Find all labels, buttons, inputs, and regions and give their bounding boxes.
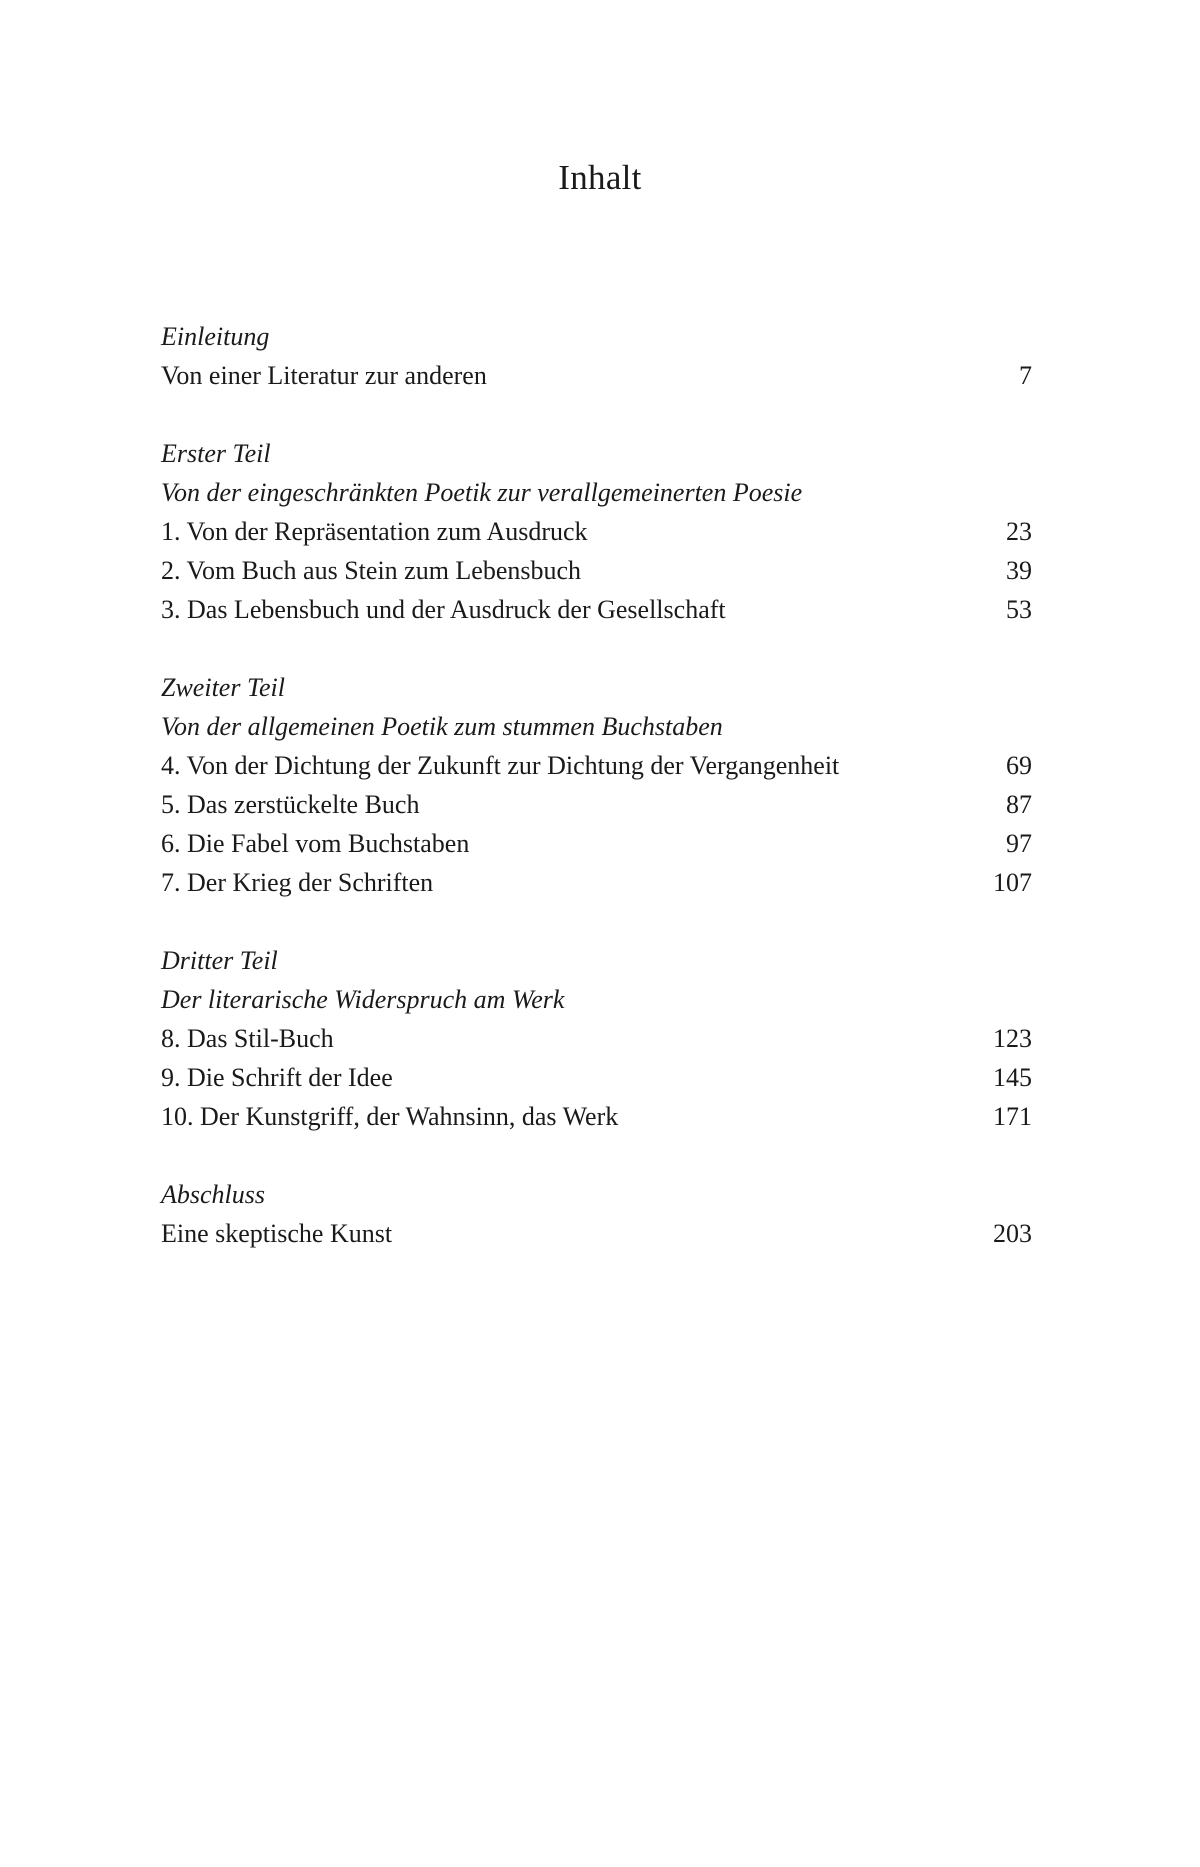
toc-entry-title: 1. Von der Repräsentation zum Ausdruck [161, 517, 588, 546]
toc-entry-title: 8. Das Stil-Buch [161, 1024, 334, 1053]
toc-entry[interactable] [161, 824, 1032, 863]
toc-entry-page: 39 [1006, 556, 1032, 585]
toc-entry-page: 7 [1019, 361, 1032, 390]
toc-section-einleitung [161, 317, 1032, 395]
toc-entry[interactable] [161, 512, 1032, 551]
section-subtitle: Von der eingeschränkten Poetik zur verallgemeinerten Poesie [161, 478, 803, 507]
toc-entry-title: 4. Von der Dichtung der Zukunft zur Dichtung der Vergangenheit [161, 751, 840, 780]
toc-entry-title: 2. Vom Buch aus Stein zum Lebensbuch [161, 556, 582, 585]
toc-section-abschluss [161, 1175, 1032, 1253]
toc-entry[interactable] [161, 1058, 1032, 1097]
toc-entry-page: 107 [993, 868, 1032, 897]
toc-entry-page: 123 [993, 1024, 1032, 1053]
toc-entry-page: 97 [1006, 829, 1032, 858]
toc-entry-title: 10. Der Kunstgriff, der Wahnsinn, das Werk [161, 1102, 619, 1131]
toc-entry-title: Von einer Literatur zur anderen [161, 361, 487, 390]
toc-entry[interactable] [161, 551, 1032, 590]
section-label: Erster Teil [161, 439, 271, 468]
toc-entry[interactable] [161, 1097, 1032, 1136]
toc-entry[interactable] [161, 356, 1032, 395]
toc-entry-title: 6. Die Fabel vom Buchstaben [161, 829, 470, 858]
page-title: Inhalt [558, 158, 642, 197]
toc-entry[interactable] [161, 1019, 1032, 1058]
section-label: Abschluss [161, 1180, 265, 1209]
toc-entry-title: 5. Das zerstückelte Buch [161, 790, 420, 819]
section-subtitle: Von der allgemeinen Poetik zum stummen Buchstaben [161, 712, 723, 741]
toc-entry-page: 203 [993, 1219, 1032, 1248]
toc-section-erster-teil [161, 434, 1032, 629]
toc-entry[interactable] [161, 746, 1032, 785]
toc-entry-page: 171 [993, 1102, 1032, 1131]
section-label: Zweiter Teil [161, 673, 286, 702]
toc-entry-page: 23 [1006, 517, 1032, 546]
toc-section-zweiter-teil [161, 668, 1032, 902]
section-label: Einleitung [161, 322, 270, 351]
toc-entry[interactable] [161, 590, 1032, 629]
table-of-contents [161, 317, 1032, 1292]
toc-entry-title: 7. Der Krieg der Schriften [161, 868, 434, 897]
section-label: Dritter Teil [161, 946, 278, 975]
toc-entry-title: 9. Die Schrift der Idee [161, 1063, 393, 1092]
toc-entry-title: 3. Das Lebensbuch und der Ausdruck der Gesellschaft [161, 595, 726, 624]
toc-entry[interactable] [161, 863, 1032, 902]
toc-entry-page: 145 [993, 1063, 1032, 1092]
section-subtitle: Der literarische Widerspruch am Werk [161, 985, 565, 1014]
toc-entry[interactable] [161, 1214, 1032, 1253]
toc-entry-page: 87 [1006, 790, 1032, 819]
toc-entry[interactable] [161, 785, 1032, 824]
toc-section-dritter-teil [161, 941, 1032, 1136]
toc-entry-title: Eine skeptische Kunst [161, 1219, 393, 1248]
toc-entry-page: 53 [1006, 595, 1032, 624]
toc-entry-page: 69 [1006, 751, 1032, 780]
